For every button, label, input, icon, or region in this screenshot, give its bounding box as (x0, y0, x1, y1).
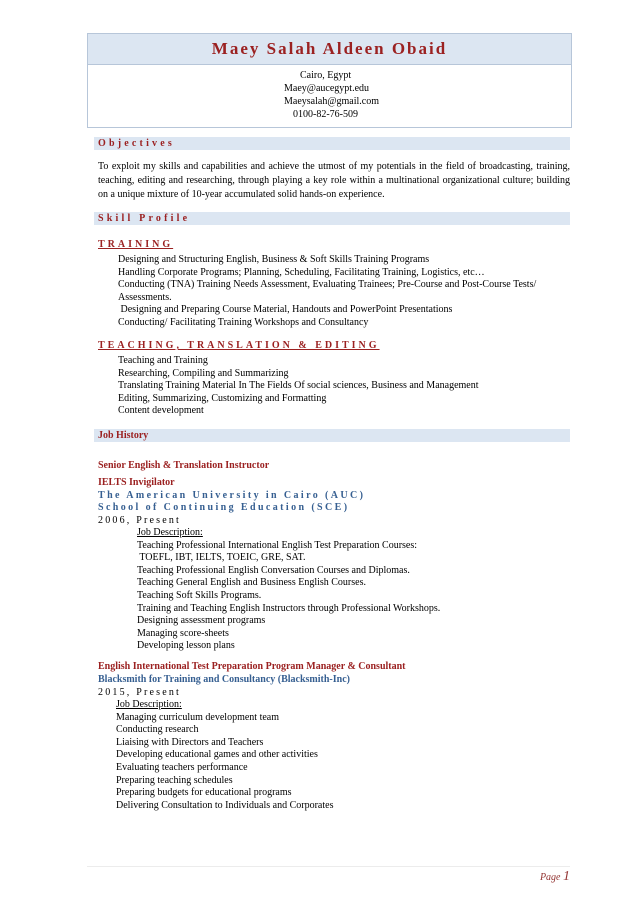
list-item: Designing and Preparing Course Material, Handouts and PowerPoint Presentations (118, 304, 453, 316)
contact-block (88, 65, 571, 127)
list-item: Training and Teaching English Instructors through Professional Workshops. (137, 602, 441, 614)
list-item: Content development (118, 405, 204, 417)
page-footer (540, 869, 570, 885)
training-list (118, 254, 536, 330)
list-item: Conducting (TNA) Training Needs Assessment, Evaluating Trainees; Pre-Course and Post-Course Tests/ (118, 279, 537, 291)
list-item: Conducting/ Facilitating Training Workshops and Consultancy (118, 316, 369, 328)
candidate-name: Maey Salah Aldeen Obaid (88, 34, 571, 65)
list-item: Developing lesson plans (137, 640, 235, 652)
list-item: Teaching Soft Skills Programs. (137, 589, 262, 601)
contact-email-personal: Maeysalah@gmail.com (284, 96, 380, 107)
contact-city: Cairo, Egypt (300, 70, 352, 81)
list-item: Researching, Compiling and Summarizing (118, 367, 289, 379)
page-label: Page (539, 872, 561, 883)
list-item: Editing, Summarizing, Customizing and Formatting (118, 392, 327, 404)
list-item: Liaising with Directors and Teachers (116, 736, 264, 748)
list-item: Handling Corporate Programs; Planning, Scheduling, Facilitating Training, Logistics, etc… (118, 266, 485, 278)
page-number: 1 (563, 869, 570, 884)
job2-org: Blacksmith for Training and Consultancy (Blacksmith-Inc) (98, 674, 350, 685)
job1-period: 2006, Present (98, 515, 182, 526)
list-item: Designing assessment programs (137, 615, 266, 627)
contact-email-work: Maey@aucegypt.edu (284, 83, 370, 94)
job-description-label: Job Description: (137, 527, 203, 538)
list-item: Delivering Consultation to Individuals and Corporates (116, 799, 334, 811)
list-item: Teaching Professional English Conversation Courses and Diplomas. (137, 564, 410, 576)
list-item: Managing curriculum development team (116, 711, 280, 723)
objectives-heading: Objectives (94, 137, 570, 150)
contact-phone: 0100-82-76-509 (293, 109, 358, 120)
job1-title: Senior English & Translation Instructor (98, 460, 270, 471)
list-item: Preparing budgets for educational programs (116, 787, 292, 799)
training-subheading: TRAINING (98, 239, 174, 250)
list-item: Assessments. (118, 291, 172, 303)
list-item: Teaching General English and Business English Courses. (137, 577, 366, 589)
job2-description (116, 699, 333, 812)
job1-org1: The American University in Cairo (AUC) (98, 490, 366, 501)
tte-subheading: TEACHING, TRANSLATION & EDITING (98, 340, 380, 351)
job-history-heading: Job History (94, 429, 570, 442)
job1-description (137, 527, 440, 653)
list-item: Translating Training Material In The Fields Of social sciences, Business and Management (118, 380, 479, 392)
list-item: Preparing teaching schedules (116, 774, 233, 786)
list-item: Teaching Professional International English Test Preparation Courses: (137, 539, 418, 551)
list-item: Teaching and Training (118, 355, 208, 366)
skill-profile-heading: Skill Profile (94, 212, 570, 225)
list-item: Developing educational games and other activities (116, 749, 318, 761)
job2-period: 2015, Present (98, 687, 182, 698)
list-item: Conducting research (116, 724, 199, 736)
job-description-label: Job Description: (116, 699, 182, 710)
job1-org2: School of Continuing Education (SCE) (98, 502, 350, 513)
list-item: Designing and Structuring English, Business & Soft Skills Training Programs (118, 254, 430, 265)
footer-divider (87, 866, 570, 867)
job2-title: English International Test Preparation Program Manager & Consultant (98, 661, 406, 672)
list-item: TOEFL, IBT, IELTS, TOEIC, GRE, SAT. (137, 552, 306, 564)
list-item: Managing score-sheets (137, 627, 229, 639)
objectives-text: To exploit my skills and capabilities and achieve the utmost of my potentials in the field of broadcasting, training, teaching, editing and researching, through playing a key role within a multinational organizational culture; building on a unique mixture of 10-year accumulated solid hands-on experience. (98, 161, 570, 200)
header-box (87, 33, 572, 128)
list-item: Evaluating teachers performance (116, 761, 248, 773)
job1-subtitle: IELTS Invigilator (98, 477, 175, 488)
tte-list (118, 355, 479, 418)
